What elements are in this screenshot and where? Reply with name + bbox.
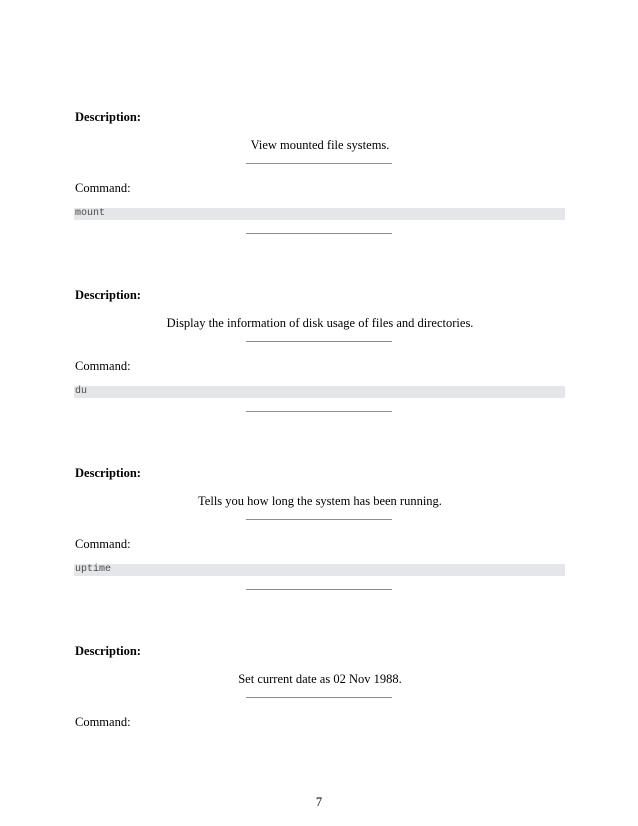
answer-line: [246, 233, 392, 234]
description-text: Set current date as 02 Nov 1988.: [238, 672, 402, 686]
entry-mount: [0, 110, 638, 260]
command-label: Command:: [75, 537, 131, 551]
command-code-block: [74, 564, 565, 576]
description-heading: Description:: [75, 110, 141, 124]
command-code-block: [74, 208, 565, 220]
description-text: Display the information of disk usage of files and directories.: [166, 316, 474, 330]
page-number: 7: [315, 795, 323, 809]
command-label: Command:: [75, 715, 131, 729]
description-text: View mounted file systems.: [250, 138, 390, 152]
answer-line: [246, 519, 392, 520]
command-label: Command:: [75, 181, 131, 195]
description-heading: Description:: [75, 644, 141, 658]
command-label: Command:: [75, 359, 131, 373]
entry-du: [0, 288, 638, 438]
command-code: uptime: [75, 564, 112, 575]
answer-line: [246, 697, 392, 698]
command-code-block: [74, 386, 565, 398]
answer-line: [246, 341, 392, 342]
answer-line: [246, 411, 392, 412]
description-heading: Description:: [75, 466, 141, 480]
answer-line: [246, 589, 392, 590]
description-heading: Description:: [75, 288, 141, 302]
entry-set-date: [0, 644, 638, 794]
description-text: Tells you how long the system has been running.: [198, 494, 442, 508]
entry-uptime: [0, 466, 638, 616]
command-code: mount: [75, 208, 106, 219]
command-code: du: [75, 386, 88, 397]
answer-line: [246, 163, 392, 164]
